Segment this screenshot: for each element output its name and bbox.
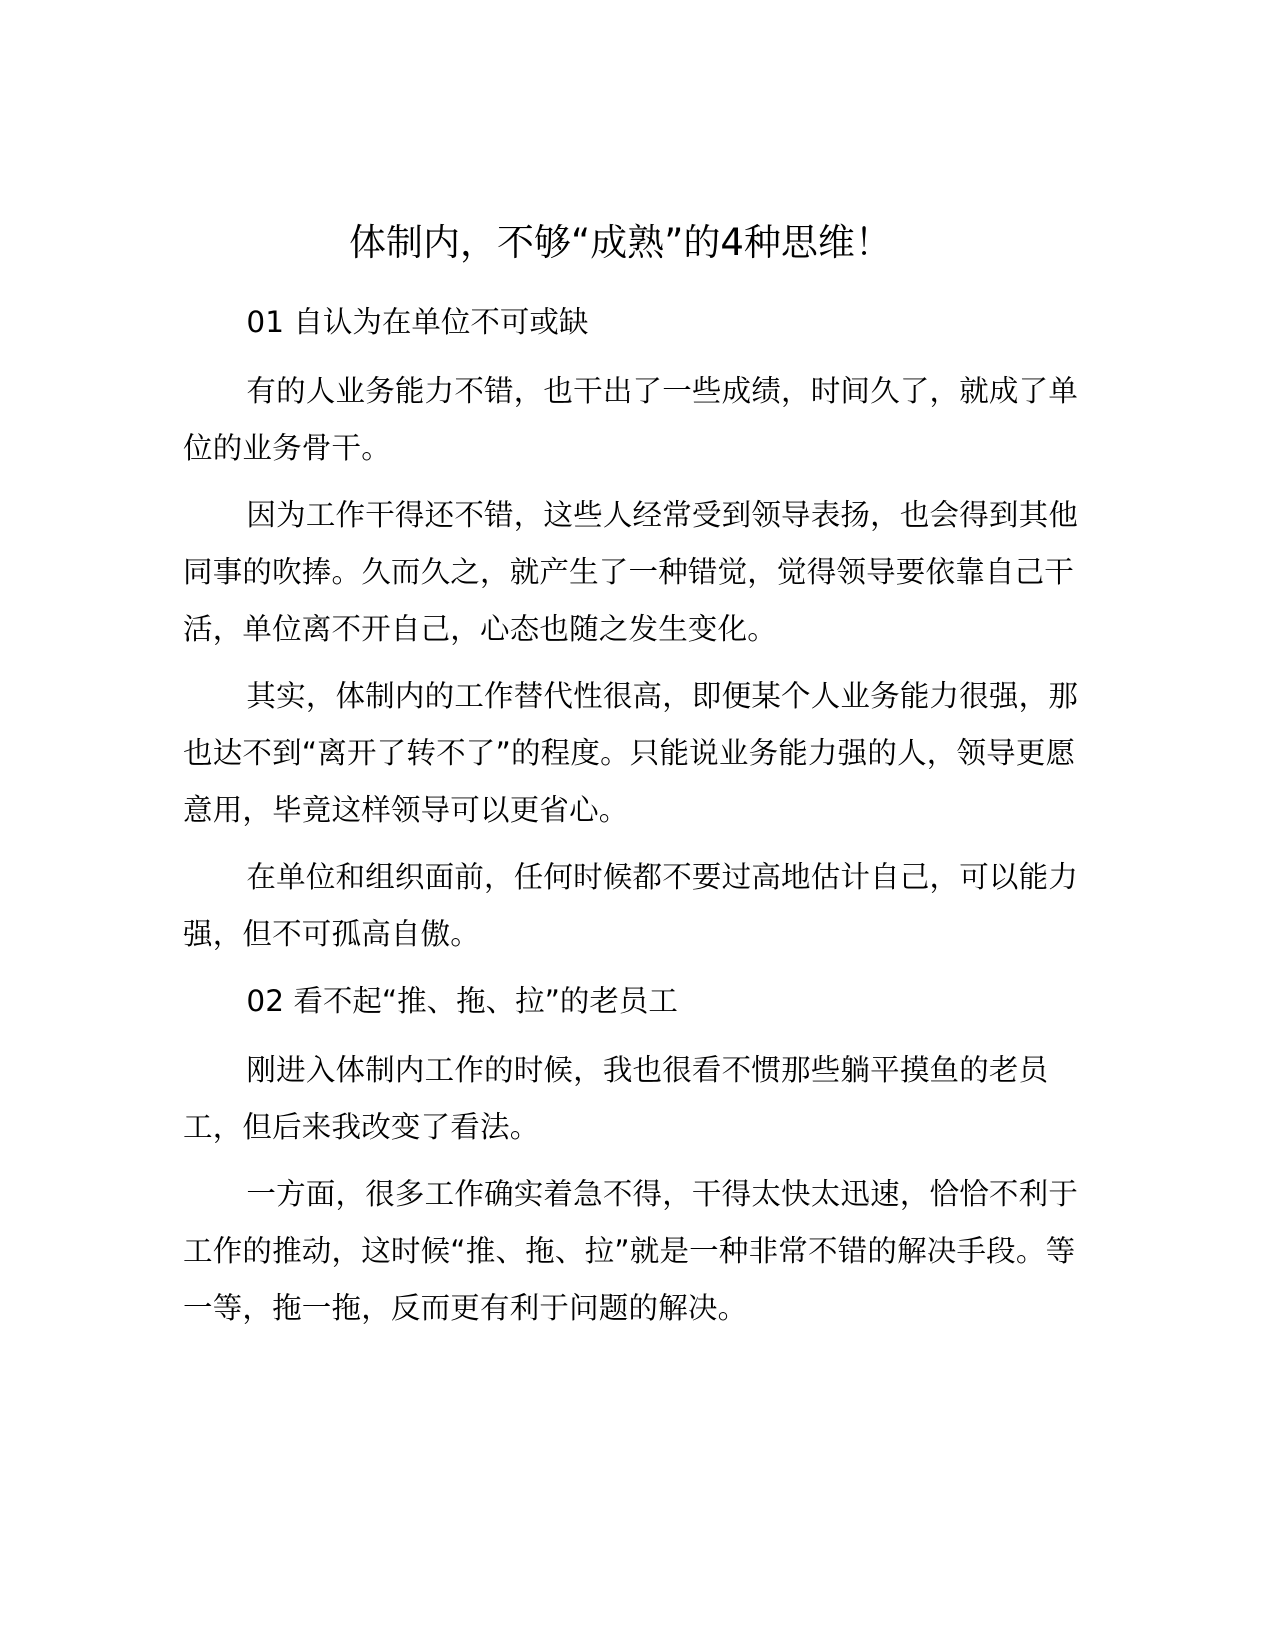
paragraph: 其实，体制内的工作替代性很高，即便某个人业务能力很强，那也达不到“离开了转不了”的程度。只能说业务能力强的人，领导更愿意用，毕竟这样领导可以更省心。 bbox=[183, 679, 1079, 827]
paragraph: 刚进入体制内工作的时候，我也很看不惯那些躺平摸鱼的老员工，但后来我改变了看法。 bbox=[183, 1053, 1049, 1144]
section-heading-01: 01 自认为在单位不可或缺 bbox=[246, 305, 589, 339]
paragraph: 有的人业务能力不错，也干出了一些成绩，时间久了，就成了单位的业务骨干。 bbox=[183, 374, 1079, 465]
paragraph: 因为工作干得还不错，这些人经常受到领导表扬，也会得到其他同事的吹捧。久而久之，就产生了一种错觉，觉得领导要依靠自己干活，单位离不开自己，心态也随之发生变化。 bbox=[183, 498, 1079, 646]
paragraph: 在单位和组织面前，任何时候都不要过高地估计自己，可以能力强，但不可孤高自傲。 bbox=[183, 860, 1079, 951]
section-heading-02: 02 看不起“推、拖、拉”的老员工 bbox=[246, 984, 678, 1018]
paragraph: 一方面，很多工作确实着急不得，干得太快太迅速，恰恰不利于工作的推动，这时候“推、拖、拉”就是一种非常不错的解决手段。等一等，拖一拖，反而更有利于问题的解决。 bbox=[183, 1177, 1079, 1325]
document-title: 体制内，不够“成熟”的4种思维！ bbox=[349, 221, 892, 264]
document-body bbox=[183, 294, 1093, 1347]
